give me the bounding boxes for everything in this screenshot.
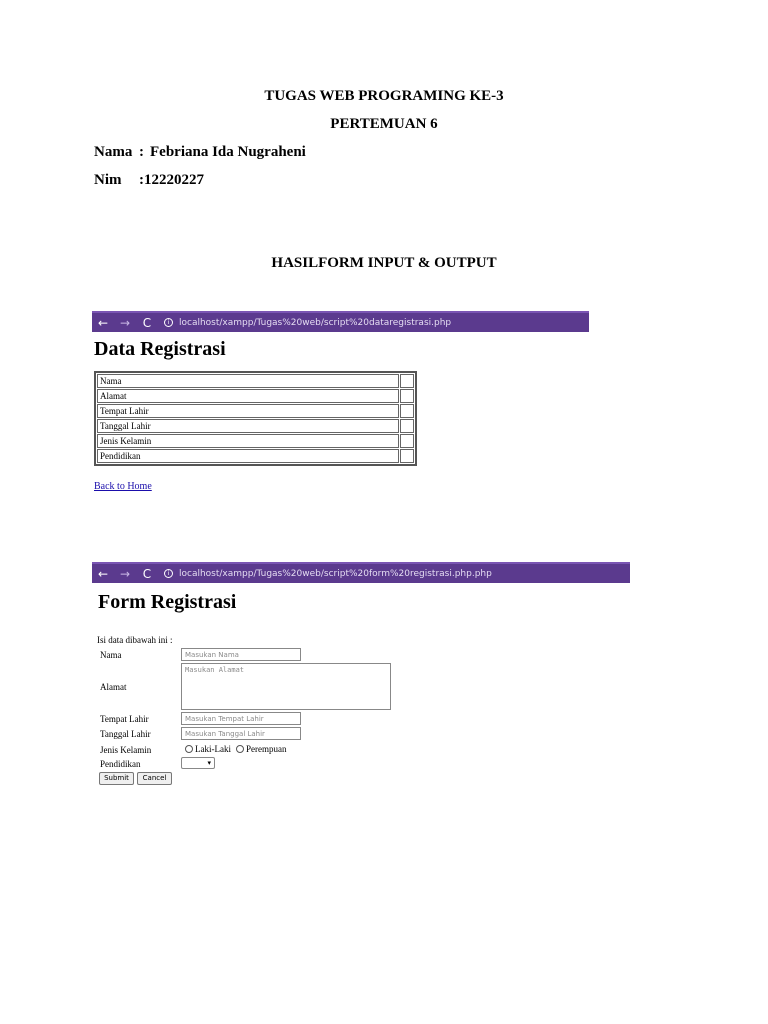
- form-registrasi-heading: Form Registrasi: [98, 591, 237, 613]
- row-label: Nama: [97, 374, 399, 388]
- nim-value: :12220227: [139, 172, 204, 188]
- row-value: [400, 374, 414, 388]
- jenis-kelamin-radio-group: [185, 744, 291, 754]
- laki-laki-label: Laki-Laki: [195, 744, 231, 754]
- url-text: localhost/xampp/Tugas%20web/script%20dataregistrasi.php: [179, 317, 452, 328]
- back-to-home-link[interactable]: Back to Home: [94, 481, 152, 492]
- forward-arrow-icon[interactable]: →: [119, 315, 131, 330]
- row-label: Pendidikan: [97, 449, 399, 463]
- name-value: Febriana Ida Nugraheni: [150, 144, 306, 160]
- table-row: [97, 434, 414, 448]
- tempat-lahir-input[interactable]: Masukan Tempat Lahir: [181, 712, 301, 725]
- info-icon[interactable]: i: [164, 569, 173, 578]
- pendidikan-select[interactable]: [181, 757, 215, 769]
- address-bar[interactable]: [164, 318, 451, 328]
- nama-label: Nama: [100, 650, 122, 660]
- browser-toolbar-form: [92, 562, 630, 583]
- table-row: [97, 419, 414, 433]
- name-label: Nama: [94, 144, 133, 160]
- nama-input[interactable]: Masukan Nama: [181, 648, 301, 661]
- info-icon[interactable]: i: [164, 318, 173, 327]
- submit-button[interactable]: Submit: [99, 772, 134, 785]
- forward-arrow-icon[interactable]: →: [119, 566, 131, 581]
- row-label: Jenis Kelamin: [97, 434, 399, 448]
- pendidikan-label: Pendidikan: [100, 759, 141, 769]
- nim-label: Nim: [94, 172, 122, 188]
- tanggal-lahir-label: Tanggal Lahir: [100, 729, 151, 739]
- table-row: [97, 389, 414, 403]
- back-arrow-icon[interactable]: ←: [97, 315, 109, 330]
- data-registrasi-heading: Data Registrasi: [94, 338, 226, 360]
- data-registrasi-table: [94, 371, 417, 466]
- table-row: [97, 449, 414, 463]
- document-title: TUGAS WEB PROGRAMING KE-3: [264, 88, 504, 104]
- chevron-down-icon: ▾: [207, 759, 211, 767]
- alamat-label: Alamat: [100, 682, 127, 692]
- row-label: Alamat: [97, 389, 399, 403]
- back-arrow-icon[interactable]: ←: [97, 566, 109, 581]
- row-value: [400, 449, 414, 463]
- tempat-lahir-label: Tempat Lahir: [100, 714, 149, 724]
- cancel-button[interactable]: Cancel: [137, 772, 172, 785]
- row-value: [400, 404, 414, 418]
- section-heading: HASILFORM INPUT & OUTPUT: [271, 255, 497, 271]
- table-row: [97, 374, 414, 388]
- table-row: [97, 404, 414, 418]
- document-subtitle: PERTEMUAN 6: [330, 116, 438, 132]
- address-bar[interactable]: [164, 569, 492, 579]
- reload-icon[interactable]: C: [142, 315, 152, 330]
- name-separator: :: [139, 144, 144, 160]
- row-value: [400, 434, 414, 448]
- row-label: Tanggal Lahir: [97, 419, 399, 433]
- laki-laki-radio[interactable]: [185, 745, 193, 753]
- row-value: [400, 389, 414, 403]
- row-label: Tempat Lahir: [97, 404, 399, 418]
- tanggal-lahir-input[interactable]: Masukan Tanggal Lahir: [181, 727, 301, 740]
- browser-toolbar-output: [92, 311, 589, 332]
- jenis-kelamin-label: Jenis Kelamin: [100, 745, 152, 755]
- perempuan-radio[interactable]: [236, 745, 244, 753]
- row-value: [400, 419, 414, 433]
- alamat-textarea[interactable]: Masukan Alamat: [181, 663, 391, 710]
- form-intro-text: Isi data dibawah ini :: [97, 635, 173, 645]
- reload-icon[interactable]: C: [142, 566, 152, 581]
- url-text: localhost/xampp/Tugas%20web/script%20form%20registrasi.php.php: [179, 568, 492, 579]
- perempuan-label: Perempuan: [245, 744, 287, 754]
